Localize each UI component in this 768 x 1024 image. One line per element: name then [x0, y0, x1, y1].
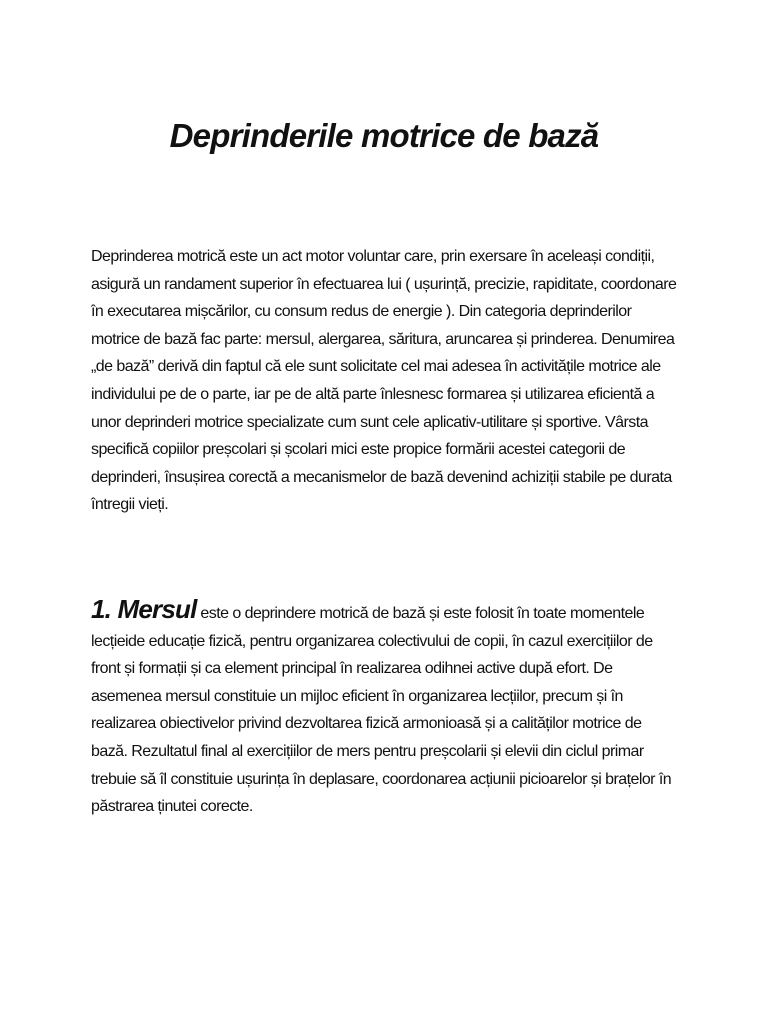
intro-paragraph: Deprinderea motrică este un act motor voluntar care, prin exersare în aceleași condiții, asigură un randament superior în efectuarea lui ( ușurință, precizie, rapiditate, coordonare în executarea mișcărilor, cu consum redus de energie ). Din categoria deprinderilor motrice de bază fac parte: mersul, alergarea, săritura, aruncarea și prinderea. Denumirea „de bază” derivă din faptul că ele sunt solicitate cel mai adesea în activitățile motrice ale individului pe de o parte, iar pe de altă parte înlesnesc formarea și utilizarea eficientă a unor deprinderi motrice specializate cum sunt cele aplicativ-utilitare și sportive. Vârsta specifică copiilor preșcolari și școlari mici este propice formării acestei categorii de deprinderi, însușirea corectă a mecanismelor de bază devenind achiziții stabile pe durata întregii vieți.	[91, 248, 677, 514]
section-heading-mersul: 1. Mersul	[91, 594, 197, 624]
section-mersul-paragraph	[91, 596, 681, 821]
page-title: Deprinderile motrice de bază	[169, 117, 599, 154]
section-mersul-text: este o deprindere motrică de bază și este folosit în toate momentele lecțieide educație fizică, pentru organizarea colectivului de copii, în cazul exercițiilor de front și formații și ca element principal în realizarea odihnei active după efort. De asemenea mersul constituie un mijloc eficient în organizarea lecțiilor, precum și în realizarea obiectivelor privind dezvoltarea fizică armonioasă și a calităților motrice de bază. Rezultatul final al exercițiilor de mers pentru preșcolarii și elevii din ciclul primar trebuie să îl constituie ușurința în deplasare, coordonarea acțiunii picioarelor și brațelor în păstrarea ținutei corecte.	[91, 605, 672, 816]
